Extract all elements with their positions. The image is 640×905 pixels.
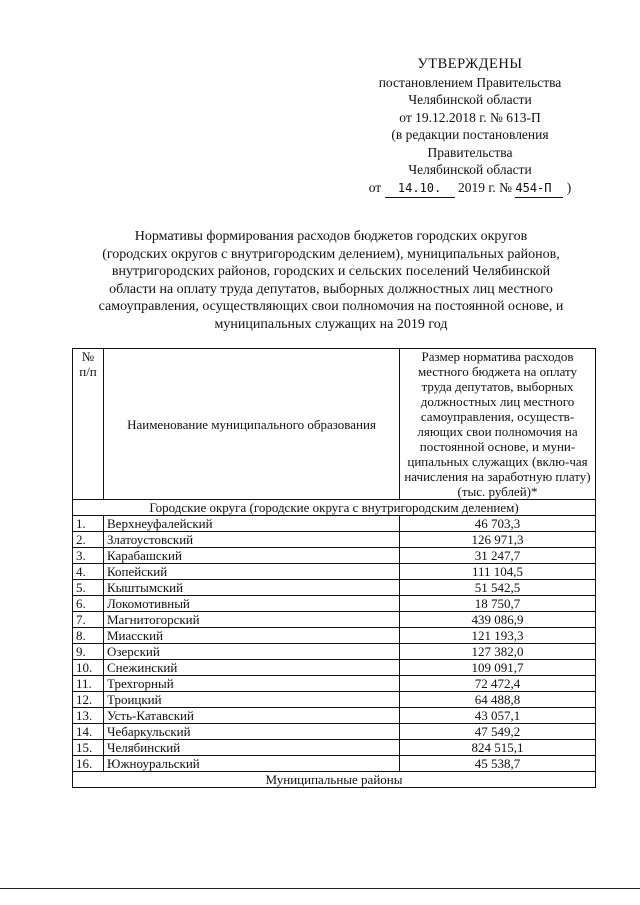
row-value: 121 193,3 — [400, 628, 596, 644]
row-name: Локомотивный — [104, 596, 400, 612]
row-name: Магнитогорский — [104, 612, 400, 628]
table-row — [73, 756, 596, 772]
table-row — [73, 628, 596, 644]
header-number — [73, 349, 104, 500]
row-index: 4. — [73, 564, 104, 580]
row-name: Верхнеуфалейский — [104, 516, 400, 532]
table-row — [73, 548, 596, 564]
approval-stamp — [340, 56, 600, 198]
table-row — [73, 516, 596, 532]
table-row — [73, 692, 596, 708]
row-index: 11. — [73, 676, 104, 692]
table-row — [73, 612, 596, 628]
row-value: 72 472,4 — [400, 676, 596, 692]
header-name: Наименование муниципального образования — [104, 349, 400, 500]
section-urban-label: Городские округа (городские округа с внутригородским делением) — [73, 500, 596, 516]
row-name: Снежинский — [104, 660, 400, 676]
row-index: 16. — [73, 756, 104, 772]
table-row — [73, 740, 596, 756]
row-name: Карабашский — [104, 548, 400, 564]
section-row-districts — [73, 772, 596, 788]
row-value: 439 086,9 — [400, 612, 596, 628]
row-value: 126 971,3 — [400, 532, 596, 548]
close-paren: ) — [566, 179, 572, 195]
row-index: 14. — [73, 724, 104, 740]
header-number-pp: п/п — [79, 364, 97, 379]
title-line: Нормативы формирования расходов бюджетов городских округов — [134, 229, 528, 244]
row-value: 51 542,5 — [400, 580, 596, 596]
table-row — [73, 532, 596, 548]
row-index: 3. — [73, 548, 104, 564]
table-row — [73, 564, 596, 580]
norms-table — [72, 348, 596, 788]
row-name: Златоустовский — [104, 532, 400, 548]
row-value: 46 703,3 — [400, 516, 596, 532]
title-line: области на оплату труда депутатов, выборных должностных лиц местного — [109, 281, 553, 297]
title-line: самоуправления, осуществляющих свои полномочия на постоянной основе, и — [98, 299, 564, 315]
approval-date-line — [340, 179, 600, 199]
approval-line: Правительства — [427, 144, 513, 160]
row-index: 7. — [73, 612, 104, 628]
row-index: 1. — [73, 516, 104, 532]
handwritten-date: 14.10. — [385, 180, 455, 199]
row-value: 111 104,5 — [400, 564, 596, 580]
approval-line: Челябинской области — [408, 92, 532, 107]
approval-line: от 19.12.2018 г. № 613-П — [399, 109, 541, 125]
row-value: 43 057,1 — [400, 708, 596, 724]
table-row — [73, 676, 596, 692]
approval-heading: УТВЕРЖДЕНЫ — [417, 56, 523, 72]
row-index: 12. — [73, 692, 104, 708]
row-value: 127 382,0 — [400, 644, 596, 660]
row-value: 64 488,8 — [400, 692, 596, 708]
section-districts-label: Муниципальные районы — [73, 772, 596, 788]
row-index: 8. — [73, 628, 104, 644]
row-index: 5. — [73, 580, 104, 596]
row-value: 109 091,7 — [400, 660, 596, 676]
table-row — [73, 644, 596, 660]
row-value: 47 549,2 — [400, 724, 596, 740]
row-index: 2. — [73, 532, 104, 548]
row-index: 13. — [73, 708, 104, 724]
row-name: Кыштымский — [104, 580, 400, 596]
header-number-sign: № — [81, 349, 95, 364]
table-row — [73, 724, 596, 740]
row-value: 31 247,7 — [400, 548, 596, 564]
table-row — [73, 580, 596, 596]
section-row-urban — [73, 500, 596, 516]
row-value: 18 750,7 — [400, 596, 596, 612]
row-index: 6. — [73, 596, 104, 612]
row-name: Усть-Катавский — [104, 708, 400, 724]
title-line: (городских округов с внутригородским делением), муниципальных районов, — [102, 246, 560, 262]
date-year: 2019 г. № — [457, 179, 512, 195]
document-title — [78, 228, 584, 334]
table-row — [73, 596, 596, 612]
title-line: муниципальных служащих на 2019 год — [214, 316, 448, 332]
row-name: Чебаркульский — [104, 724, 400, 740]
row-index: 10. — [73, 660, 104, 676]
title-line: внутригородских районов, городских и сельских поселений Челябинской — [111, 264, 551, 280]
handwritten-number: 454-П — [515, 180, 563, 199]
date-prefix: от — [368, 179, 382, 195]
approval-line: (в редакции постановления — [391, 127, 549, 142]
row-index: 9. — [73, 644, 104, 660]
row-name: Челябинский — [104, 740, 400, 756]
table-row — [73, 708, 596, 724]
row-index: 15. — [73, 740, 104, 756]
table-row — [73, 660, 596, 676]
row-value: 824 515,1 — [400, 740, 596, 756]
row-name: Южноуральский — [104, 756, 400, 772]
row-value: 45 538,7 — [400, 756, 596, 772]
approval-line: Челябинской области — [408, 162, 532, 177]
row-name: Озерский — [104, 644, 400, 660]
row-name: Трехгорный — [104, 676, 400, 692]
row-name: Троицкий — [104, 692, 400, 708]
header-value: Размер норматива расходов местного бюджета на оплату труда депутатов, выборных должностных лиц местного самоуправления, осуществ-ляющих свои полномочия на постоянной основе, и муни-ципальных служащих (вклю-чая начисления на заработную плату) (тыс. рублей)* — [400, 349, 596, 500]
row-name: Миасский — [104, 628, 400, 644]
approval-line: постановлением Правительства — [378, 74, 562, 90]
table-header-row — [73, 349, 596, 500]
page-bottom-rule — [0, 888, 640, 889]
row-name: Копейский — [104, 564, 400, 580]
